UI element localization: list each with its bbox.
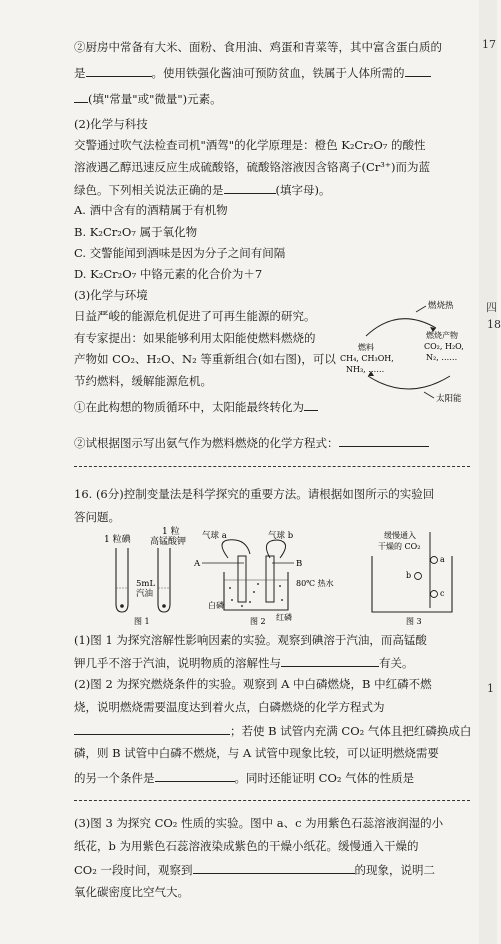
balloon-b bbox=[266, 540, 285, 558]
answer-blank[interactable] bbox=[86, 65, 152, 77]
test-tube-2 bbox=[158, 548, 170, 612]
paper-flower-a bbox=[431, 557, 438, 564]
paper-flower-c bbox=[431, 591, 438, 598]
white-phosphorus-label: 白磷 bbox=[208, 601, 224, 610]
text-line: ；若使 B 试管内充满 CO₂ 气体且把红磷换成白 bbox=[74, 723, 474, 738]
option-b: B. K₂Cr₂O₇ 属于氧化物 bbox=[74, 225, 198, 239]
balloon-a bbox=[222, 540, 250, 558]
iodine-grain bbox=[120, 604, 124, 608]
paper-flower-b bbox=[415, 573, 422, 580]
balloon-b-label: 气球 b bbox=[268, 531, 294, 541]
answer-blank[interactable] bbox=[281, 655, 379, 667]
text-line: CO₂ 一段时间，观察到 的现象，说明二 bbox=[74, 863, 435, 877]
fig3-note: 干燥的 CO₂ bbox=[378, 542, 421, 551]
arrow-bottom bbox=[368, 376, 450, 389]
margin-number: 18 bbox=[487, 318, 501, 331]
text-line: 纸花，b 为用紫色石蕊溶液染成紫色的干燥小纸花。缓慢通入干燥的 bbox=[74, 839, 419, 853]
answer-blank[interactable] bbox=[193, 862, 355, 874]
product-label: 燃烧产物 bbox=[426, 331, 458, 340]
text-line: ①在此构想的物质循环中，太阳能最终转化为 bbox=[74, 399, 474, 414]
answer-blank[interactable] bbox=[339, 435, 429, 447]
fuel-label: 燃料 bbox=[358, 343, 374, 352]
text-line: 的另一个条件是 。同时还能证明 CO₂ 气体的性质是 bbox=[74, 771, 415, 785]
text-line: (3)图 3 为探究 CO₂ 性质的实验。图中 a、c 为用紫色石蕊溶液润湿的小 bbox=[74, 816, 444, 830]
fuel-list: NH₃, …… bbox=[346, 365, 385, 374]
text-line: 溶液遇乙醇迅速反应生成硫酸铬，硫酸铬溶液因含铬离子(Cr³⁺)而为蓝 bbox=[74, 160, 430, 174]
figure-2 bbox=[193, 530, 334, 626]
product-list: N₂, …… bbox=[426, 353, 458, 362]
fig1-iodine-label: 1 粒碘 bbox=[104, 535, 131, 545]
text-line: ②厨房中常备有大米、面粉、食用油、鸡蛋和青菜等，其中富含蛋白质的 bbox=[74, 40, 442, 54]
figure-caption: 图 1 bbox=[134, 617, 150, 626]
text-line: (2)图 2 为探究燃烧条件的实验。观察到 A 中白磷燃烧，B 中红磷不燃 bbox=[74, 677, 432, 691]
balloon-a-label: 气球 a bbox=[202, 531, 227, 541]
fig1-kmno4-label: 高锰酸钾 bbox=[150, 537, 187, 547]
fig1-liquid: 汽油 bbox=[136, 589, 154, 599]
text-line: 节约燃料，缓解能源危机。 bbox=[74, 374, 212, 388]
tube-a-label: A bbox=[194, 559, 201, 569]
answer-blank[interactable] bbox=[74, 723, 230, 735]
fig1-label: 1 粒 bbox=[162, 527, 180, 537]
text-line: 烧，说明燃烧需要温度达到着火点，白磷燃烧的化学方程式为 bbox=[74, 700, 385, 714]
text-line: (1)图 1 为探究溶解性影响因素的实验。观察到碘溶于汽油，而高锰酸 bbox=[74, 633, 427, 647]
text-line: 是 。使用铁强化酱油可预防贫血，铁属于人体所需的 bbox=[74, 65, 474, 80]
tube-b-label: B bbox=[296, 559, 303, 569]
cycle-label-solar: 太阳能 bbox=[436, 394, 462, 404]
fig3-note: 缓慢通入 bbox=[384, 531, 416, 540]
figure-caption: 图 3 bbox=[406, 617, 422, 626]
option-c: C. 交警能闻到酒味是因为分子之间有间隔 bbox=[74, 246, 286, 260]
fig1-volume: 5mL bbox=[136, 579, 156, 589]
red-phosphorus-label: 红磷 bbox=[276, 613, 292, 622]
product-list: CO₂, H₂O, bbox=[424, 342, 464, 351]
margin-number: 四 bbox=[486, 301, 497, 314]
figure-caption: 图 2 bbox=[250, 617, 266, 626]
answer-line[interactable] bbox=[74, 800, 470, 801]
answer-line[interactable] bbox=[74, 466, 470, 467]
test-tube-1 bbox=[116, 548, 128, 612]
question-16-title: 16. (6分)控制变量法是科学探究的重要方法。请根据如图所示的实验回 bbox=[74, 487, 435, 501]
flower-b-label: b bbox=[406, 571, 412, 580]
hot-water-label: 80℃ 热水 bbox=[296, 579, 334, 588]
kmno4-grain bbox=[162, 604, 166, 608]
page-edge bbox=[479, 0, 497, 944]
text-line: 日益严峻的能源危机促进了可再生能源的研究。 bbox=[74, 309, 316, 323]
flower-a-label: a bbox=[440, 555, 445, 564]
text-line: 磷，则 B 试管中白磷不燃烧，与 A 试管中现象比较，可以证明燃烧需要 bbox=[74, 746, 439, 760]
cycle-label-heat: 燃烧热 bbox=[428, 301, 454, 311]
answer-blank[interactable] bbox=[405, 65, 431, 77]
answer-blank[interactable] bbox=[155, 770, 235, 782]
answer-blank[interactable] bbox=[304, 399, 318, 411]
text-line: 答问题。 bbox=[74, 510, 120, 524]
beaker bbox=[224, 572, 288, 610]
text-line: 氧化碳密度比空气大。 bbox=[74, 885, 189, 899]
margin-number: 1 bbox=[487, 682, 494, 695]
text-line: 钾几乎不溶于汽油，说明物质的溶解性与 有关。 bbox=[74, 656, 414, 670]
text-line: 绿色。下列相关说法正确的是 (填字母)。 bbox=[74, 183, 331, 197]
answer-blank[interactable] bbox=[224, 182, 276, 194]
margin-number: 17 bbox=[482, 38, 496, 51]
energy-cycle-diagram bbox=[338, 298, 478, 403]
text-line: ②试根据图示写出氨气作为燃料燃烧的化学方程式： bbox=[74, 435, 474, 450]
text-line: (填"常量"或"微量")元素。 bbox=[74, 91, 474, 106]
figure-3 bbox=[372, 530, 452, 626]
section-heading: (2)化学与科技 bbox=[74, 117, 148, 131]
fuel-list: CH₄, CH₃OH, bbox=[340, 354, 394, 363]
experiment-figures bbox=[100, 528, 474, 628]
answer-blank[interactable] bbox=[74, 91, 88, 103]
text-line: 有专家提出：如果能够利用太阳能使燃料燃烧的 bbox=[74, 331, 316, 345]
option-d: D. K₂Cr₂O₇ 中铬元素的化合价为＋7 bbox=[74, 267, 263, 281]
section-heading: (3)化学与环境 bbox=[74, 288, 148, 302]
text-line: 交警通过吹气法检查司机"酒驾"的化学原理是：橙色 K₂Cr₂O₇ 的酸性 bbox=[74, 138, 426, 152]
figure-1 bbox=[104, 525, 186, 626]
text-line: 产物如 CO₂、H₂O、N₂ 等重新组合(如右图)，可以 bbox=[74, 352, 336, 366]
beaker-3 bbox=[372, 556, 452, 612]
option-a: A. 酒中含有的酒精属于有机物 bbox=[74, 203, 228, 217]
flower-c-label: c bbox=[440, 589, 445, 598]
